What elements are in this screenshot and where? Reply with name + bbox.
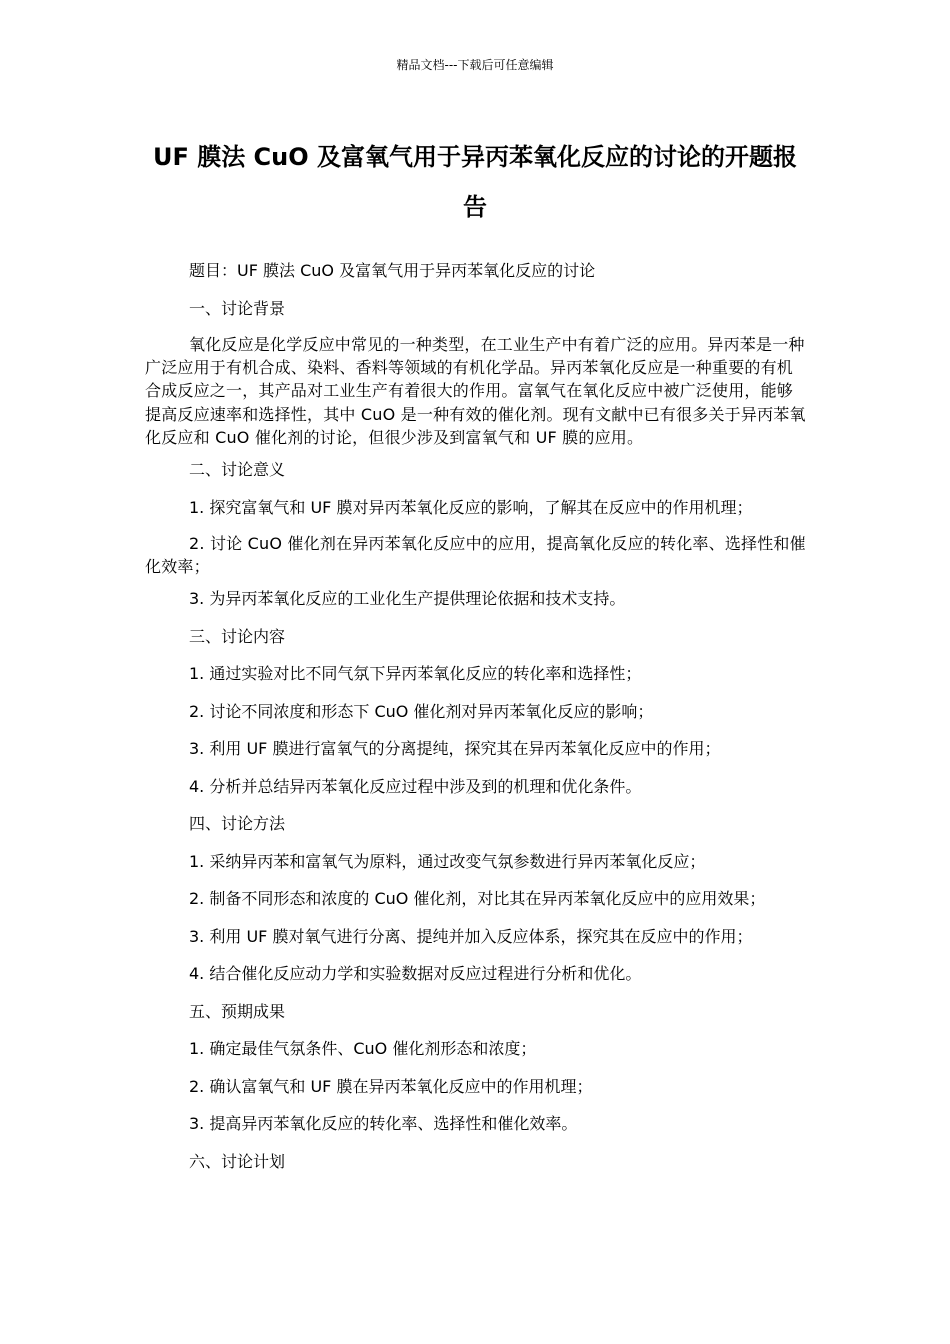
section-heading-plan: 六、讨论计划 xyxy=(189,1151,286,1171)
topic-line: 题目：UF 膜法 CuO 及富氧气用于异丙苯氧化反应的讨论 xyxy=(189,261,596,280)
methods-item: 1. 采纳异丙苯和富氧气为原料，通过改变气氛参数进行异丙苯氧化反应； xyxy=(189,851,706,871)
contents-item: 1. 通过实验对比不同气氛下异丙苯氧化反应的转化率和选择性； xyxy=(189,664,642,684)
methods-item: 2. 制备不同形态和浓度的 CuO 催化剂，对比其在异丙苯氧化反应中的应用效果； xyxy=(189,889,766,909)
expected-results-item: 1. 确定最佳气氛条件、CuO 催化剂形态和浓度； xyxy=(189,1039,537,1059)
expected-results-item: 2. 确认富氧气和 UF 膜在异丙苯氧化反应中的作用机理； xyxy=(189,1076,593,1096)
significance-item: 3. 为异丙苯氧化反应的工业化生产提供理论依据和技术支持。 xyxy=(189,589,626,609)
page-header-note: 精品文档---下载后可任意编辑 xyxy=(396,58,554,72)
significance-item: 2. 讨论 CuO 催化剂在异丙苯氧化反应中的应用，提高氧化反应的转化率、选择性和催化效率； xyxy=(145,534,806,577)
document-body xyxy=(145,258,807,1186)
section-heading-background: 一、讨论背景 xyxy=(189,298,286,318)
methods-item: 3. 利用 UF 膜对氧气进行分离、提纯并加入反应体系，探究其在反应中的作用； xyxy=(189,926,753,946)
section-heading-methods: 四、讨论方法 xyxy=(189,814,286,834)
background-paragraph: 氧化反应是化学反应中常见的一种类型，在工业生产中有着广泛的应用。异丙苯是一种广泛应用于有机合成、染料、香料等领域的有机化学品。异丙苯氧化反应是一种重要的有机合成反应之一，其产品对工业生产有着很大的作用。富氧气在氧化反应中被广泛使用，能够提高反应速率和选择性，其中 CuO 是一种有效的催化剂。现有文献中已有很多关于异丙苯氧化反应和 CuO 催化剂的讨论，但很少涉及到富氧气和 UF 膜的应用。 xyxy=(145,335,806,447)
contents-item: 4. 分析并总结异丙苯氧化反应过程中涉及到的机理和优化条件。 xyxy=(189,776,642,796)
expected-results-item: 3. 提高异丙苯氧化反应的转化率、选择性和催化效率。 xyxy=(189,1114,578,1134)
section-heading-contents: 三、讨论内容 xyxy=(189,626,286,646)
section-heading-expected-results: 五、预期成果 xyxy=(189,1001,286,1021)
contents-item: 3. 利用 UF 膜进行富氧气的分离提纯，探究其在异丙苯氧化反应中的作用； xyxy=(189,739,721,759)
significance-item: 1. 探究富氧气和 UF 膜对异丙苯氧化反应的影响，了解其在反应中的作用机理； xyxy=(189,497,753,517)
methods-item: 4. 结合催化反应动力学和实验数据对反应过程进行分析和优化。 xyxy=(189,964,642,984)
contents-item: 2. 讨论不同浓度和形态下 CuO 催化剂对异丙苯氧化反应的影响； xyxy=(189,701,654,721)
document-title: UF 膜法 CuO 及富氧气用于异丙苯氧化反应的讨论的开题报告 xyxy=(152,143,798,221)
section-heading-significance: 二、讨论意义 xyxy=(189,460,286,480)
